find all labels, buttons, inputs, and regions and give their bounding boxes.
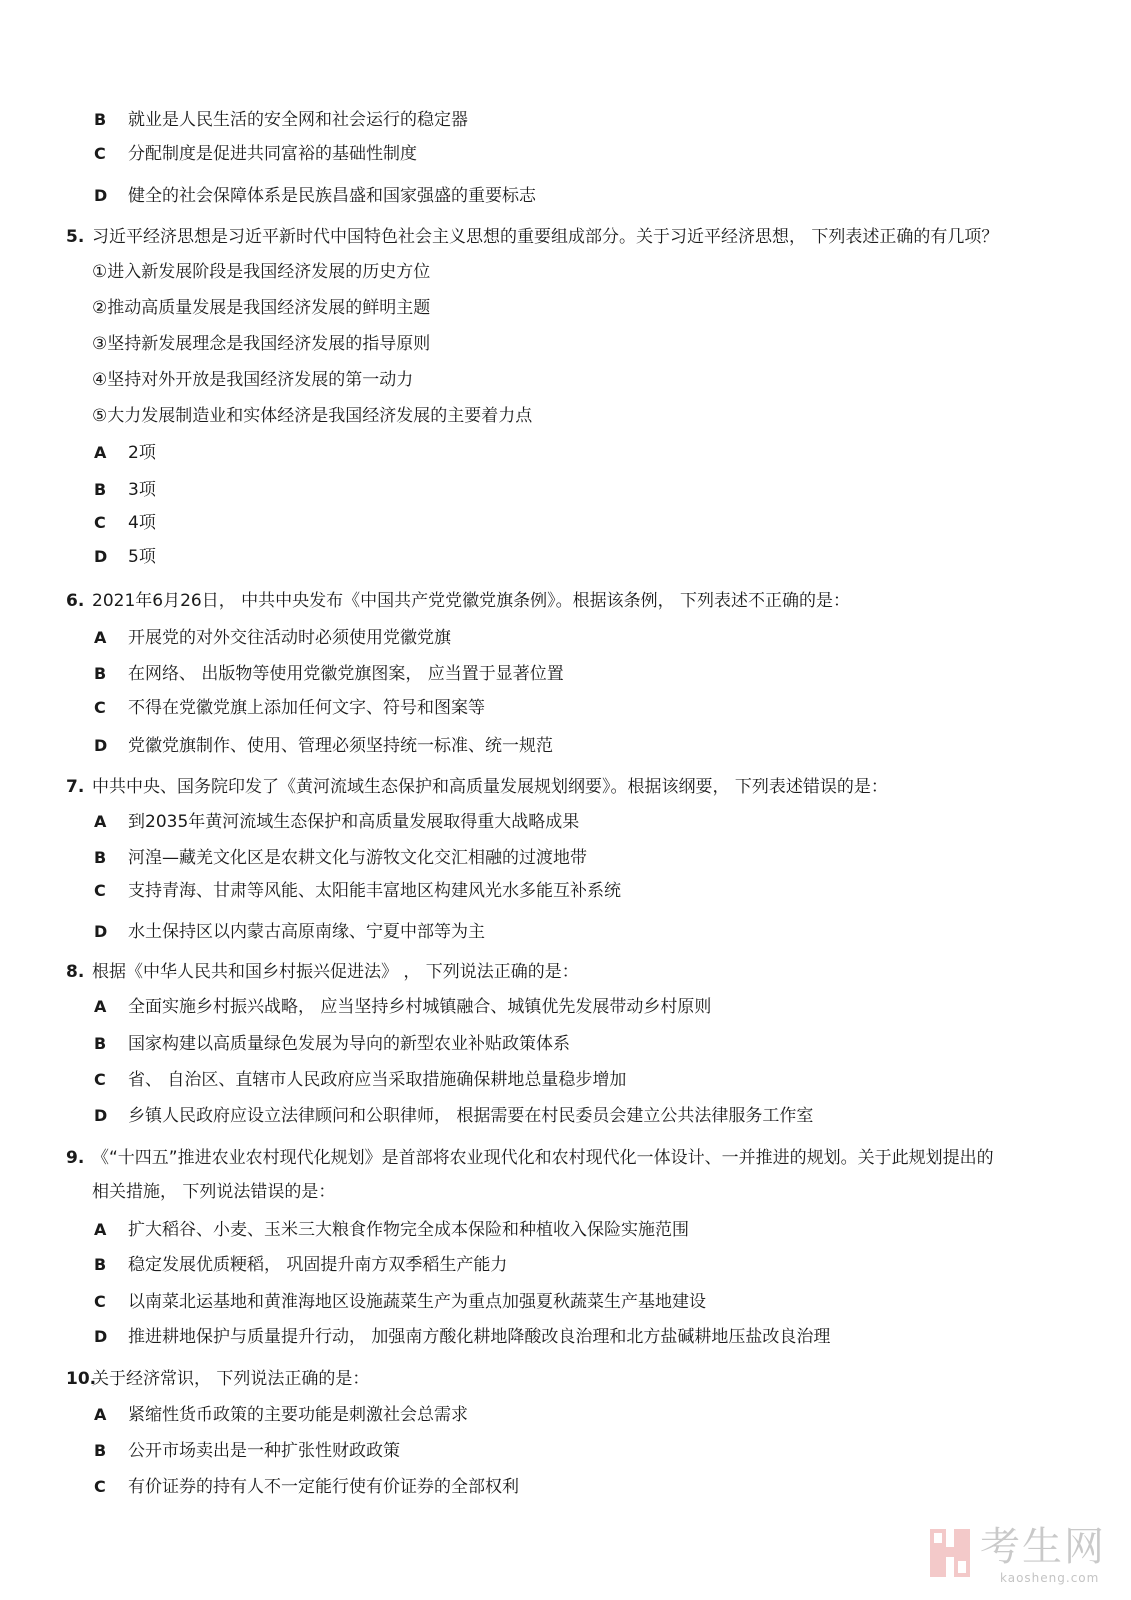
- option-a: A 开展党的对外交往活动时必须使用党徽党旗: [94, 628, 451, 648]
- option-b: B 国家构建以高质量绿色发展为导向的新型农业补贴政策体系: [94, 1034, 570, 1054]
- kaosheng-logo-icon: [926, 1527, 974, 1579]
- option-d: D 水土保持区以内蒙古高原南缘、宁夏中部等为主: [94, 922, 485, 942]
- option-c: C 以南菜北运基地和黄淮海地区设施蔬菜生产为重点加强夏秋蔬菜生产基地建设: [94, 1292, 706, 1312]
- question-text: 相关措施， 下列说法错误的是：: [92, 1182, 336, 1202]
- option-c: C 省、 自治区、直辖市人民政府应当采取措施确保耕地总量稳步增加: [94, 1070, 627, 1090]
- option-b: B 3项: [94, 480, 156, 500]
- option-a: A 全面实施乡村振兴战略， 应当坚持乡村城镇融合、城镇优先发展带动乡村原则: [94, 997, 712, 1017]
- option-c: C 4项: [94, 513, 156, 533]
- watermark-url: kaosheng.com: [1000, 1571, 1100, 1585]
- question-text: 习近平经济思想是习近平新时代中国特色社会主义思想的重要组成部分。关于习近平经济思想， 下列表述正确的有几项？: [92, 227, 999, 247]
- statement: ①进入新发展阶段是我国经济发展的历史方位: [92, 262, 431, 282]
- option-b: B 就业是人民生活的安全网和社会运行的稳定器: [94, 110, 468, 130]
- watermark: [926, 1524, 1116, 1593]
- question-number: 8.: [66, 962, 85, 982]
- option-c: C 分配制度是促进共同富裕的基础性制度: [94, 144, 417, 164]
- option-a: A 2项: [94, 443, 156, 463]
- question-number: 9.: [66, 1148, 85, 1168]
- option-c: C 有价证券的持有人不一定能行使有价证券的全部权利: [94, 1477, 519, 1497]
- option-b: B 公开市场卖出是一种扩张性财政政策: [94, 1441, 400, 1461]
- statement: ⑤大力发展制造业和实体经济是我国经济发展的主要着力点: [92, 406, 533, 426]
- watermark-title: 考生网: [980, 1524, 1106, 1570]
- statement: ②推动高质量发展是我国经济发展的鲜明主题: [92, 298, 431, 318]
- question-text: 《“十四五”推进农业农村现代化规划》是首部将农业现代化和农村现代化一体设计、一并推进的规划。关于此规划提出的: [92, 1148, 994, 1168]
- option-d: D 推进耕地保护与质量提升行动， 加强南方酸化耕地降酸改良治理和北方盐碱耕地压盐改良治理: [94, 1327, 831, 1347]
- option-c: C 支持青海、甘肃等风能、太阳能丰富地区构建风光水多能互补系统: [94, 881, 621, 901]
- question-number: 6.: [66, 591, 85, 611]
- question-number: 10.: [66, 1369, 97, 1389]
- option-b: B 河湟—藏羌文化区是农耕文化与游牧文化交汇相融的过渡地带: [94, 848, 587, 868]
- option-d: D 党徽党旗制作、使用、管理必须坚持统一标准、统一规范: [94, 736, 553, 756]
- statement: ④坚持对外开放是我国经济发展的第一动力: [92, 370, 414, 390]
- statement: ③坚持新发展理念是我国经济发展的指导原则: [92, 334, 431, 354]
- question-text: 中共中央、国务院印发了《黄河流域生态保护和高质量发展规划纲要》。根据该纲要， 下列表述错误的是：: [92, 777, 888, 797]
- question-number: 7.: [66, 777, 85, 797]
- option-a: A 扩大稻谷、小麦、玉米三大粮食作物完全成本保险和种植收入保险实施范围: [94, 1220, 689, 1240]
- option-b: B 稳定发展优质粳稻， 巩固提升南方双季稻生产能力: [94, 1255, 508, 1275]
- option-d: D 乡镇人民政府应设立法律顾问和公职律师， 根据需要在村民委员会建立公共法律服务工作室: [94, 1106, 814, 1126]
- option-d: D 健全的社会保障体系是民族昌盛和国家强盛的重要标志: [94, 186, 536, 206]
- question-text: 2021年6月26日， 中共中央发布《中国共产党党徽党旗条例》。根据该条例， 下列表述不正确的是：: [92, 591, 851, 611]
- question-text: 关于经济常识， 下列说法正确的是：: [92, 1369, 370, 1389]
- option-a: A 紧缩性货币政策的主要功能是刺激社会总需求: [94, 1405, 468, 1425]
- option-a: A 到2035年黄河流域生态保护和高质量发展取得重大战略成果: [94, 812, 580, 832]
- question-text: 根据《中华人民共和国乡村振兴促进法》 ， 下列说法正确的是：: [92, 962, 579, 982]
- option-c: C 不得在党徽党旗上添加任何文字、符号和图案等: [94, 698, 485, 718]
- option-b: B 在网络、 出版物等使用党徽党旗图案， 应当置于显著位置: [94, 664, 564, 684]
- question-number: 5.: [66, 227, 85, 247]
- option-d: D 5项: [94, 547, 156, 567]
